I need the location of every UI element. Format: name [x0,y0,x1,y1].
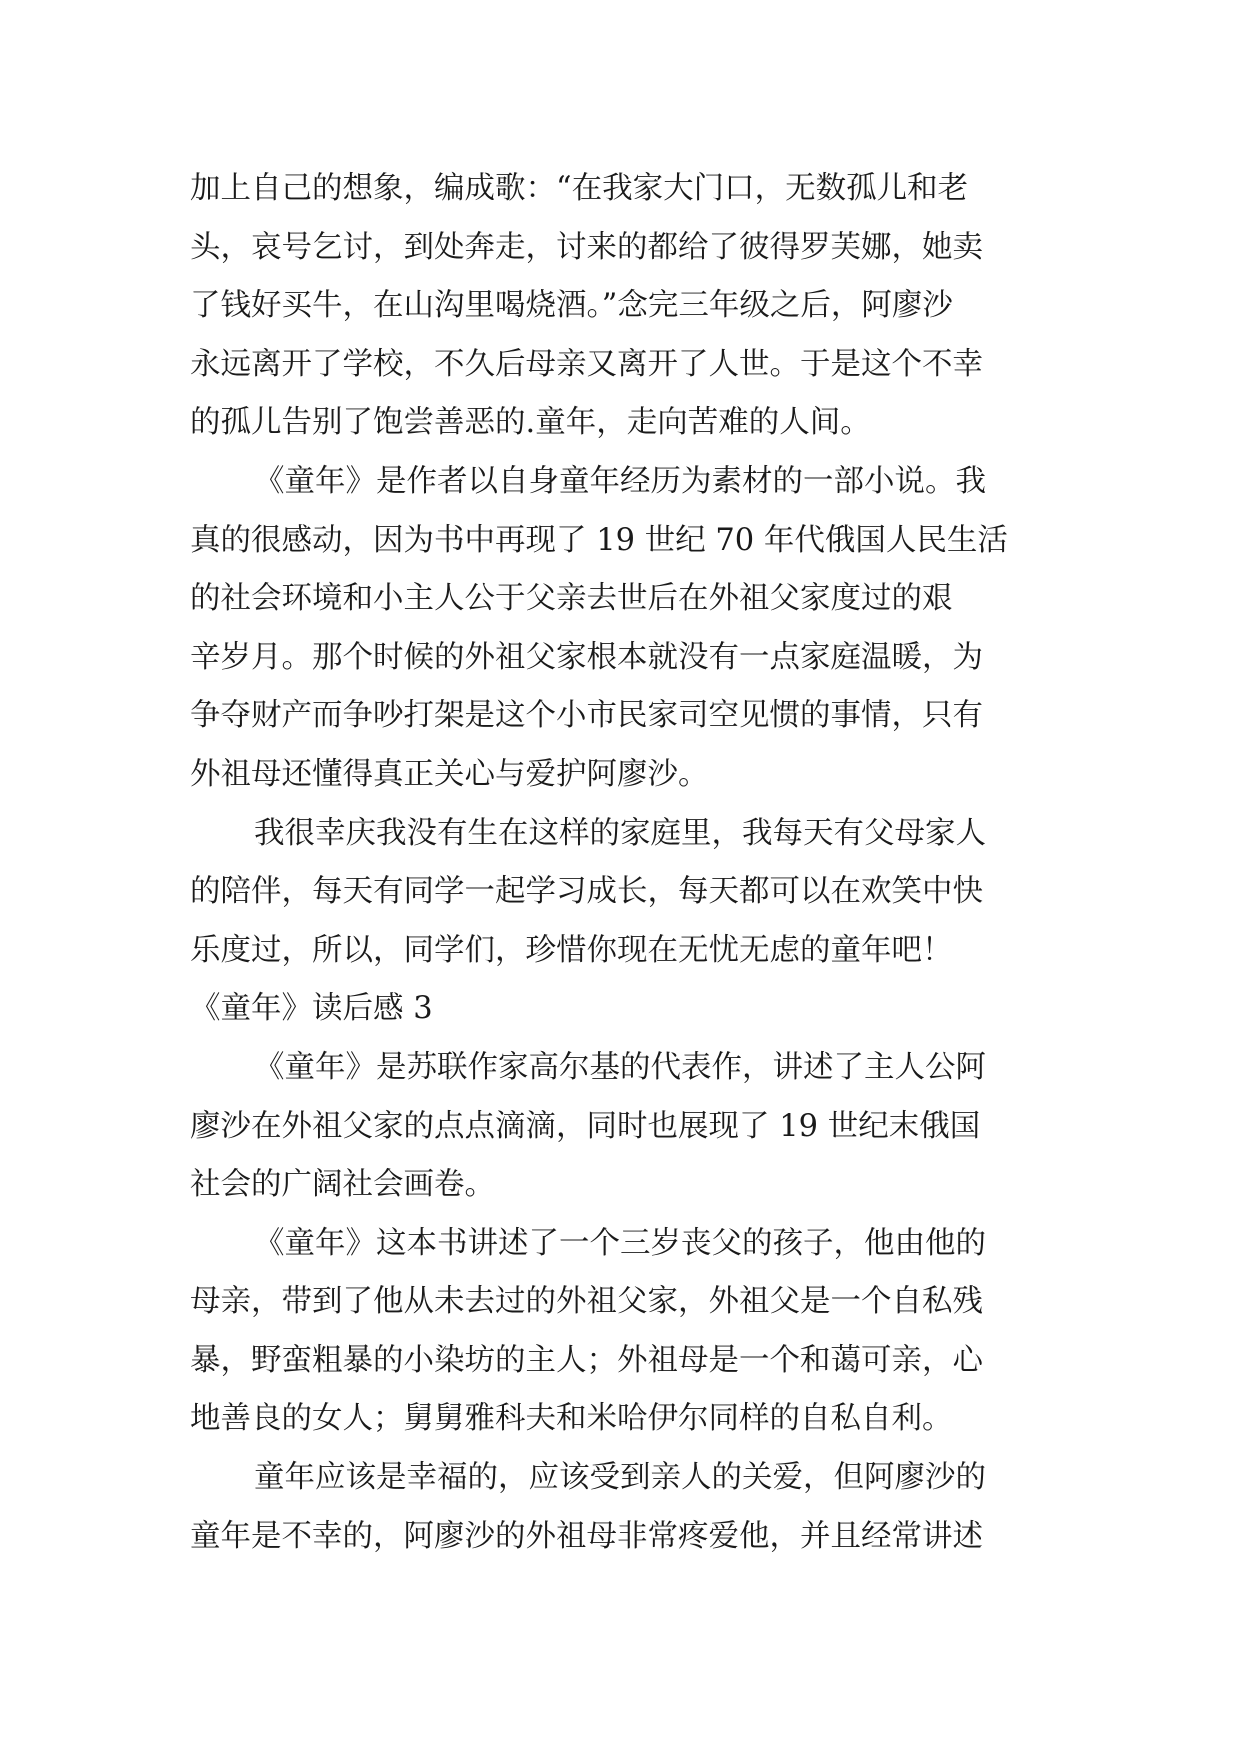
text-line: 真的很感动，因为书中再现了 19 世纪 70 年代俄国人民生活 [190,522,1008,558]
text-line: 童年是不幸的，阿廖沙的外祖母非常疼爱他，并且经常讲述 [190,1518,983,1554]
text-line: 社会的广阔社会画卷。 [190,1167,495,1203]
text-line: 的孤儿告别了饱尝善恶的.童年，走向苦难的人间。 [190,405,871,441]
text-line: 廖沙在外祖父家的点点滴滴，同时也展现了 19 世纪末俄国 [190,1108,981,1144]
paragraph [190,1215,1052,1449]
paragraph [190,160,1052,453]
text-line: 我很幸庆我没有生在这样的家庭里，我每天有父母家人 [254,815,986,851]
section-heading [190,980,1052,1039]
text-line: 母亲，带到了他从未去过的外祖父家，外祖父是一个自私残 [190,1284,983,1320]
paragraph [190,1449,1052,1566]
paragraph [190,1039,1052,1215]
text-line: 《童年》这本书讲述了一个三岁丧父的孩子，他由他的 [254,1225,986,1261]
text-line: 头，哀号乞讨，到处奔走，讨来的都给了彼得罗芙娜，她卖 [190,229,983,265]
text-line: 暴，野蛮粗暴的小染坊的主人；外祖母是一个和蔼可亲，心 [190,1342,983,1378]
text-line: 加上自己的想象，编成歌：“在我家大门口，无数孤儿和老 [190,171,969,206]
text-line: 的陪伴，每天有同学一起学习成长，每天都可以在欢笑中快 [190,874,983,910]
heading-text: 《童年》读后感 3 [190,991,433,1027]
text-line: 了钱好买牛，在山沟里喝烧酒。”念完三年级之后，阿廖沙 [190,288,953,324]
document-body [190,160,1052,1566]
text-line: 争夺财产而争吵打架是这个小市民家司空见惯的事情，只有 [190,698,983,734]
text-line: 乐度过，所以，同学们，珍惜你现在无忧无虑的童年吧！ [190,932,953,968]
paragraph [190,453,1052,805]
text-line: 的社会环境和小主人公于父亲去世后在外祖父家度过的艰 [190,581,953,617]
paragraph [190,805,1052,981]
text-line: 地善良的女人；舅舅雅科夫和米哈伊尔同样的自私自利。 [190,1401,953,1437]
text-line: 辛岁月。那个时候的外祖父家根本就没有一点家庭温暖，为 [190,639,983,675]
text-line: 永远离开了学校，不久后母亲又离开了人世。于是这个不幸 [190,346,983,382]
text-line: 外祖母还懂得真正关心与爱护阿廖沙。 [190,756,709,792]
text-line: 《童年》是苏联作家高尔基的代表作，讲述了主人公阿 [254,1049,986,1085]
text-line: 《童年》是作者以自身童年经历为素材的一部小说。我 [254,463,986,499]
text-line: 童年应该是幸福的，应该受到亲人的关爱，但阿廖沙的 [254,1460,986,1496]
